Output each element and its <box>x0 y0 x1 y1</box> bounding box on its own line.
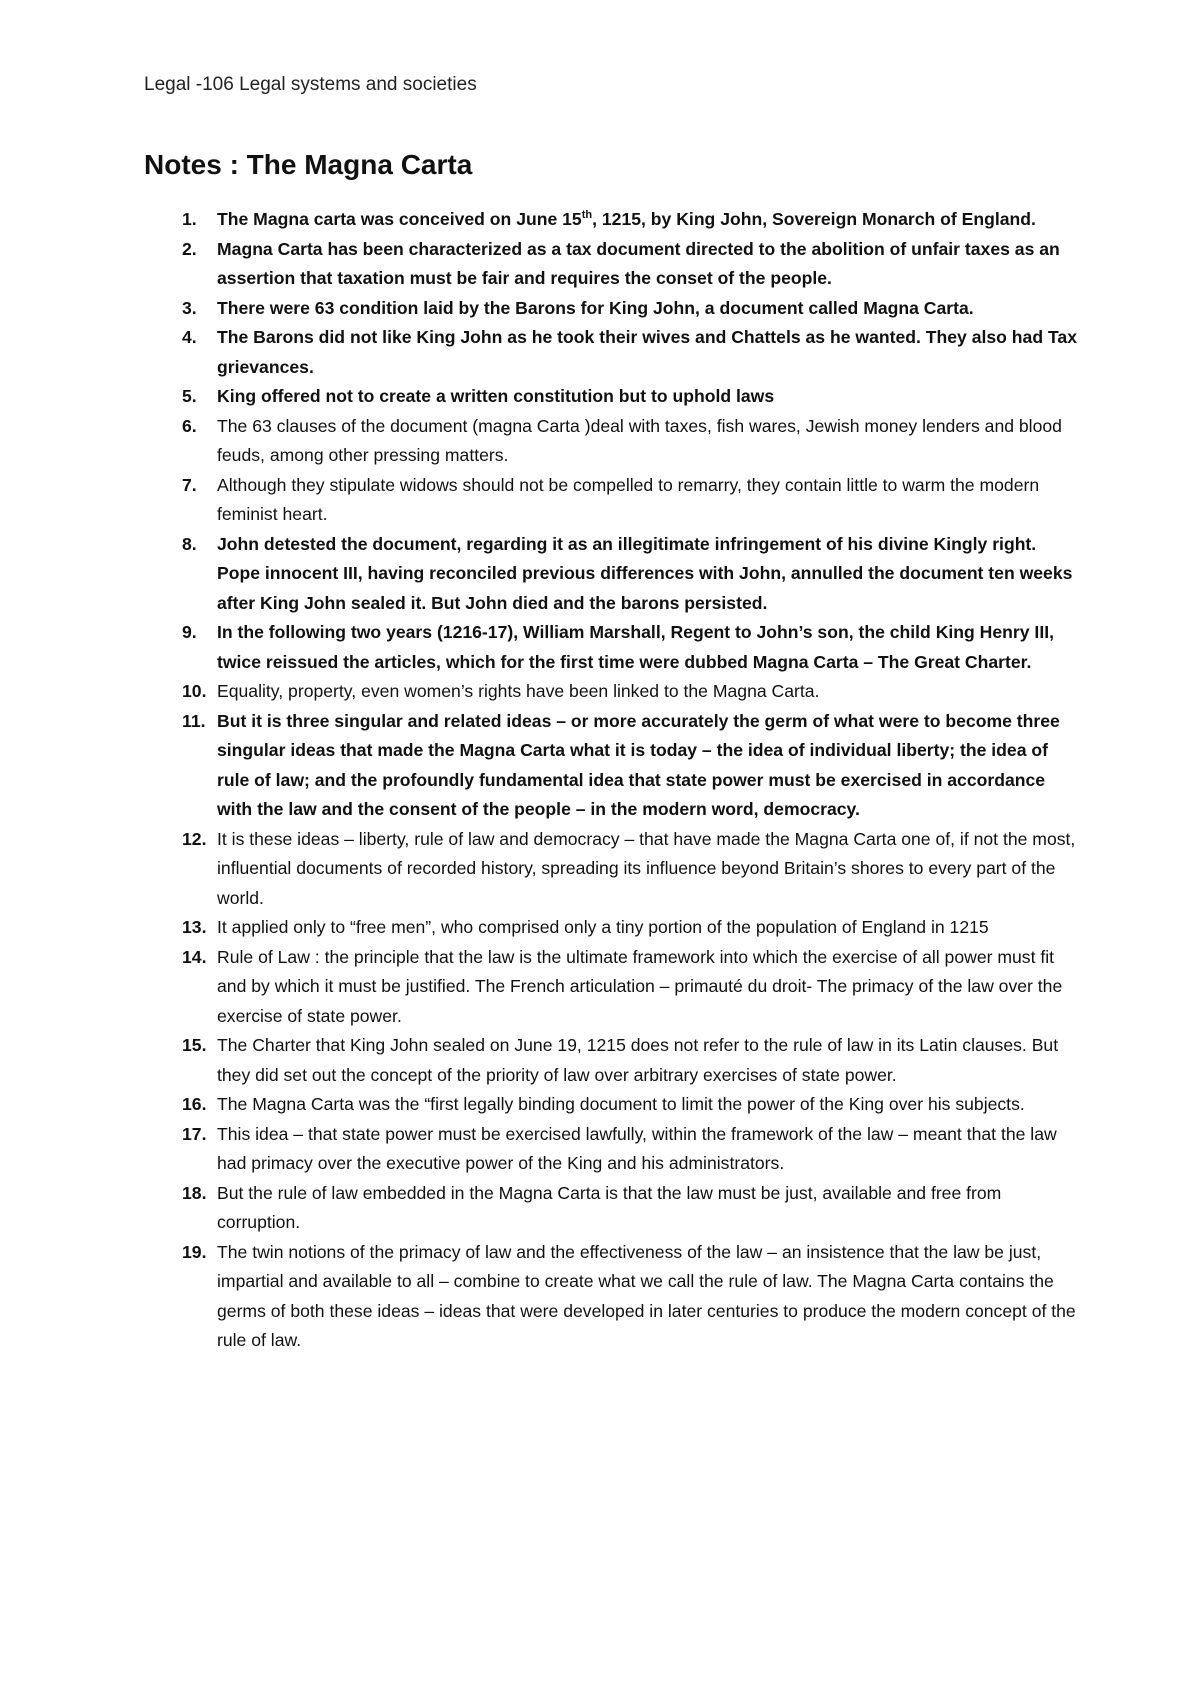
note-superscript: th <box>581 209 593 221</box>
note-number: 1. <box>182 209 197 229</box>
note-item <box>144 412 1084 471</box>
note-item <box>144 1090 1084 1120</box>
note-item <box>144 323 1084 382</box>
note-item <box>144 1031 1084 1090</box>
note-item <box>144 382 1084 412</box>
note-number: 6. <box>182 415 197 436</box>
note-number: 3. <box>182 297 197 318</box>
note-number: 15. <box>182 1035 207 1055</box>
note-text: The Barons did not like King John as he took their wives and Chattels as he wanted. They also had Tax grievances. <box>217 327 1077 377</box>
note-text: Equality, property, even women’s rights have been linked to the Magna Carta. <box>217 681 820 701</box>
note-item <box>144 825 1084 914</box>
note-text-part: , 1215, by King John, Sovereign Monarch of England. <box>592 209 1036 229</box>
note-text: In the following two years (1216-17), William Marshall, Regent to John’s son, the child King Henry III, twice reissued the articles, which for the first time were dubbed Magna Carta – The Great Charter. <box>217 622 1054 672</box>
note-number: 2. <box>182 238 197 259</box>
course-header: Legal -106 Legal systems and societies <box>144 74 477 95</box>
page-title: Notes : The Magna Carta <box>144 149 473 180</box>
note-item <box>144 1120 1084 1179</box>
note-number: 17. <box>182 1123 207 1144</box>
note-text: This idea – that state power must be exercised lawfully, within the framework of the law – meant that the law had primacy over the executive power of the King and his administrators. <box>217 1123 1057 1173</box>
note-text: The Magna Carta was the “first legally binding document to limit the power of the King over his subjects. <box>217 1094 1025 1114</box>
note-text: But it is three singular and related ideas – or more accurately the germ of what were to become three singular ideas that made the Magna Carta what it is today – the idea of individual liberty; the idea of rule of law; and the profoundly fundamental idea that state power must be exercised in accordance with the law and the consent of the people – in the modern word, democracy. <box>217 710 1060 819</box>
note-number: 16. <box>182 1094 207 1114</box>
note-number: 11. <box>182 710 206 731</box>
note-number: 13. <box>182 917 207 937</box>
note-text: It is these ideas – liberty, rule of law and democracy – that have made the Magna Carta one of, if not the most, influential documents of recorded history, spreading its influence beyond Britain’s shores to every part of the world. <box>217 828 1076 908</box>
note-text: Rule of Law : the principle that the law is the ultimate framework into which the exercise of all power must fit and by which it must be justified. The French articulation – primauté du droit- The primacy of the law over the exercise of state power. <box>217 946 1063 1026</box>
note-number: 5. <box>182 386 197 406</box>
note-item <box>144 677 1084 707</box>
note-text: Although they stipulate widows should not be compelled to remarry, they contain little to warm the modern feminist heart. <box>217 474 1040 524</box>
note-item <box>144 530 1084 619</box>
note-item <box>144 235 1084 294</box>
note-text: Magna Carta has been characterized as a tax document directed to the abolition of unfair taxes as an assertion that taxation must be fair and requires the conset of the people. <box>217 238 1060 288</box>
notes-list <box>144 205 1084 1356</box>
note-item <box>144 618 1084 677</box>
note-number: 14. <box>182 946 207 967</box>
note-text: The Charter that King John sealed on June 19, 1215 does not refer to the rule of law in its Latin clauses. But they did set out the concept of the priority of law over arbitrary exercises of state power. <box>217 1035 1059 1085</box>
note-item <box>144 1179 1084 1238</box>
note-number: 8. <box>182 533 197 554</box>
note-number: 19. <box>182 1241 207 1262</box>
note-item <box>144 1238 1084 1356</box>
note-item <box>144 943 1084 1032</box>
note-text: It applied only to “free men”, who comprised only a tiny portion of the population of England in 1215 <box>217 917 989 937</box>
note-item <box>144 707 1084 825</box>
note-item <box>144 913 1084 943</box>
note-number: 12. <box>182 828 207 849</box>
note-text: There were 63 condition laid by the Barons for King John, a document called Magna Carta. <box>217 297 974 318</box>
note-text-part: The Magna carta was conceived on June 15 <box>217 209 582 229</box>
note-text: King offered not to create a written constitution but to uphold laws <box>217 386 775 406</box>
note-item <box>144 294 1084 324</box>
note-text: John detested the document, regarding it as an illegitimate infringement of his divine Kingly right. Pope innocent III, having reconciled previous differences with John, annulled the document ten weeks after King John sealed it. But John died and the barons persisted. <box>217 533 1073 613</box>
note-number: 18. <box>182 1182 207 1203</box>
note-item <box>144 471 1084 530</box>
note-number: 7. <box>182 474 197 495</box>
note-text: The 63 clauses of the document (magna Carta )deal with taxes, fish wares, Jewish money lenders and blood feuds, among other pressing matters. <box>217 415 1062 465</box>
note-number: 10. <box>182 681 207 701</box>
note-number: 9. <box>182 622 197 642</box>
note-item <box>144 205 1084 235</box>
note-text: But the rule of law embedded in the Magna Carta is that the law must be just, available and free from corruption. <box>217 1182 1002 1232</box>
note-text: The twin notions of the primacy of law and the effectiveness of the law – an insistence that the law be just, impartial and available to all – combine to create what we call the rule of law. The Magna Carta contains the germs of both these ideas – ideas that were developed in later centuries to produce the modern concept of the rule of law. <box>217 1241 1076 1350</box>
note-number: 4. <box>182 327 197 347</box>
